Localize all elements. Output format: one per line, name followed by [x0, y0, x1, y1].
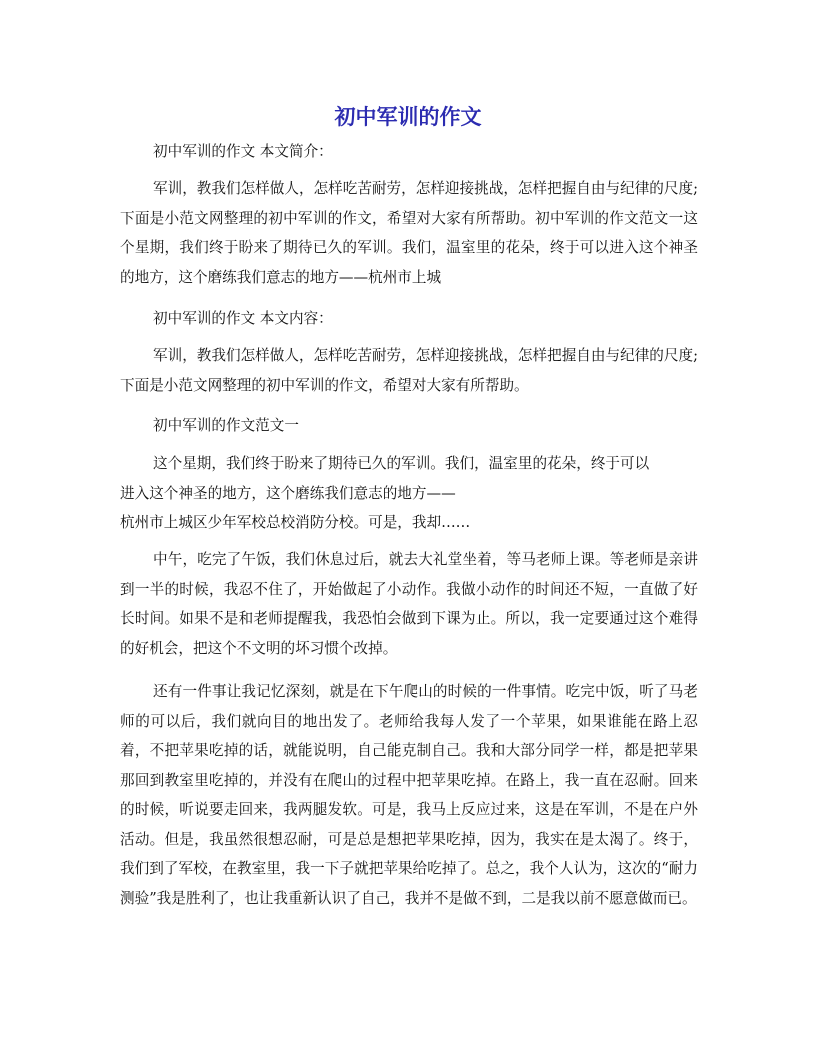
intro-paragraph: 军训，教我们怎样做人，怎样吃苦耐劳，怎样迎接挑战，怎样把握自由与纪律的尺度;下面是小范文网整理的初中军训的作文，希望对大家有所帮助。初中军训的作文范文一这个星期，我们终于盼来了期待已久的军训。我们，温室里的花朵，终于可以进入这个神圣的地方，这个磨练我们意志的地方——杭州市上城 [120, 180, 698, 286]
sample-line: 这个星期，我们终于盼来了期待已久的军训。我们，温室里的花朵，终于可以 [153, 455, 650, 472]
apple-paragraph: 还有一件事让我记忆深刻，就是在下午爬山的时候的一件事情。吃完中饭，听了马老师的可以后，我们就向目的地出发了。老师给我每人发了一个苹果，如果谁能在路上忍着，不把苹果吃掉的话，就能说明，自己能克制自己。我和大部分同学一样，都是把苹果那回到教室里吃掉的，并没有在爬山的过程中把苹果吃掉。在路上，我一直在忍耐。回来的时候，听说要走回来，我两腿发软。可是，我马上反应过来，这是在军训，不是在户外活动。但是，我虽然很想忍耐，可是总是想把苹果吃掉，因为，我实在是太渴了。终于，我们到了军校，在教室里，我一下子就把苹果给吃掉了。总之，我个人认为，这次的“耐力测验”我是胜利了，也让我重新认识了自己，我并不是做不到，二是我以前不愿意做而已。 [120, 683, 698, 907]
page-title: 初中军训的作文 [334, 104, 482, 129]
intro-heading: 初中军训的作文 本文简介： [153, 143, 333, 160]
sample-heading: 初中军训的作文范文一 [153, 417, 299, 434]
noon-paragraph: 中午，吃完了午饭，我们休息过后，就去大礼堂坐着，等马老师上课。等老师是亲讲到一半的时候，我忍不住了，开始做起了小动作。我做小动作的时间还不短，一直做了好长时间。如果不是和老师提醒我，我恐怕会做到下课为止。所以，我一定要通过这个难得的好机会，把这个不文明的坏习惯个改掉。 [120, 551, 698, 657]
sample-opening-paragraph [120, 449, 698, 538]
sample-line: 杭州市上城区少年军校总校消防分校。可是，我却…… [120, 514, 471, 531]
content-heading: 初中军训的作文 本文内容： [153, 310, 333, 327]
sample-line: 进入这个神圣的地方，这个磨练我们意志的地方—— [120, 484, 456, 502]
content-paragraph: 军训，教我们怎样做人，怎样吃苦耐劳，怎样迎接挑战，怎样把握自由与纪律的尺度;下面是小范文网整理的初中军训的作文，希望对大家有所帮助。 [120, 347, 698, 394]
